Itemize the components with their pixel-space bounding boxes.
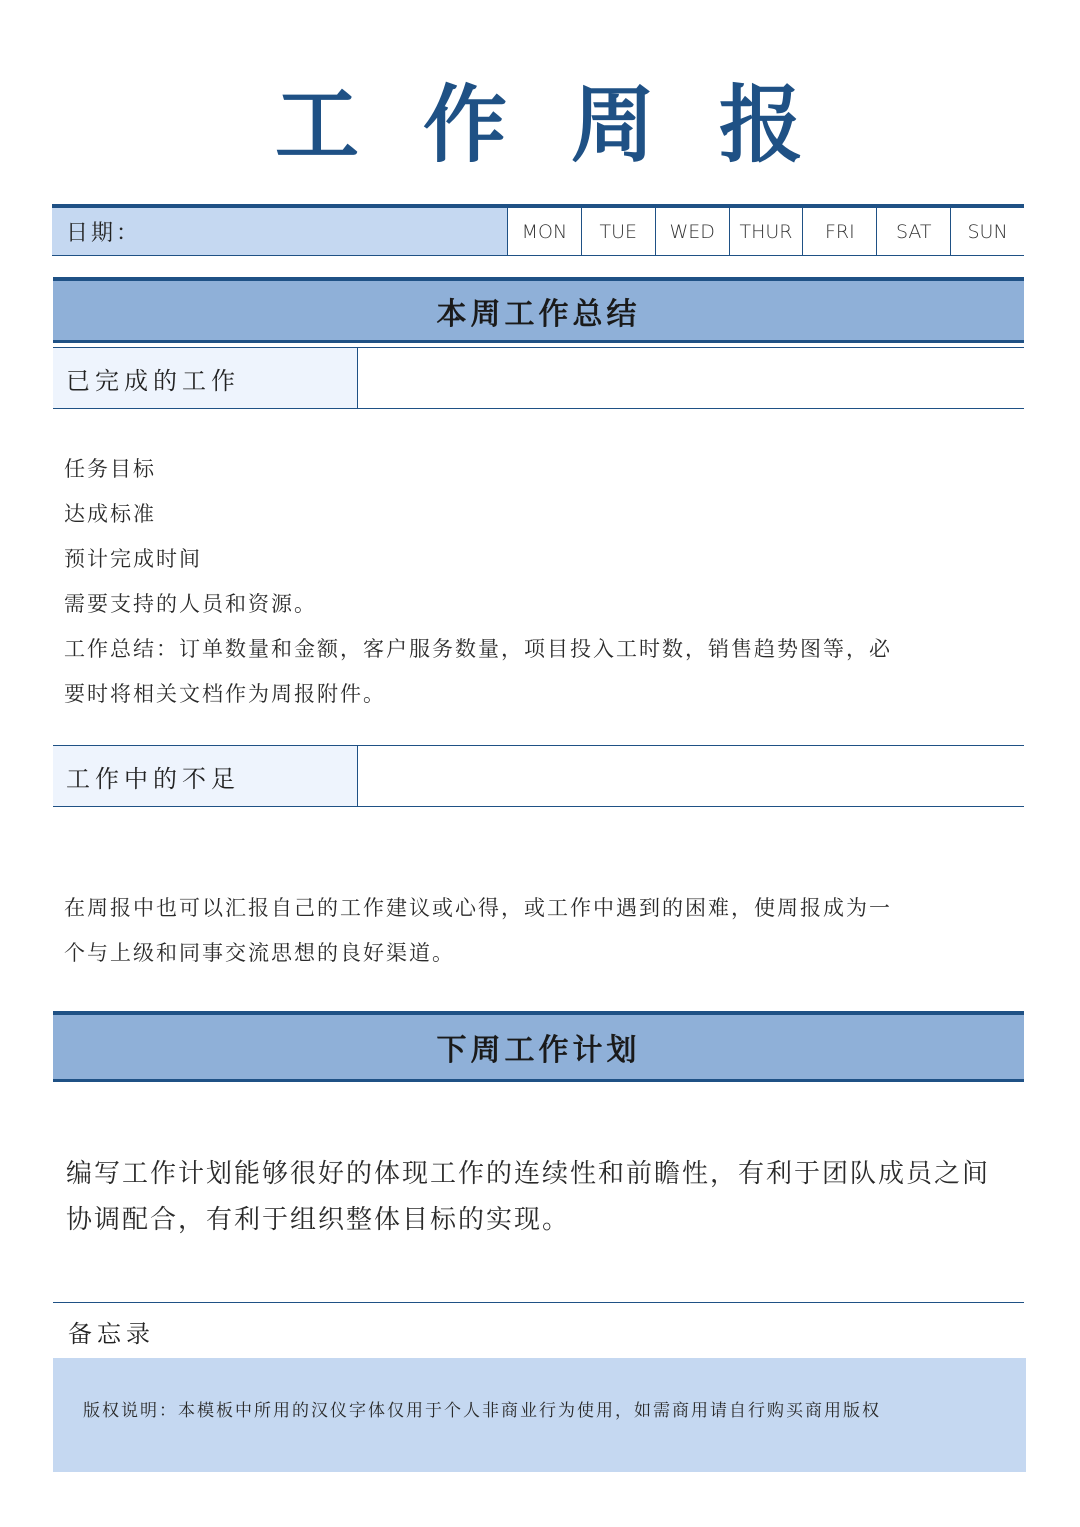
completed-work-field[interactable] <box>358 348 1024 408</box>
day-tue[interactable]: TUE <box>581 208 655 255</box>
day-sun[interactable]: SUN <box>950 208 1024 255</box>
title-char: 报 <box>719 76 806 174</box>
page-title <box>0 58 1080 179</box>
shortcomings-field[interactable] <box>358 746 1024 806</box>
task-goal-line: 任务目标 <box>64 457 156 481</box>
summary-line-1: 工作总结：订单数量和金额，客户服务数量，项目投入工时数，销售趋势图等，必 <box>64 637 892 661</box>
memo-divider <box>53 1302 1024 1303</box>
day-sat[interactable]: SAT <box>876 208 950 255</box>
title-char: 作 <box>422 76 509 174</box>
shortcomings-line-1: 在周报中也可以汇报自己的工作建议或心得，或工作中遇到的困难，使周报成为一 <box>64 896 892 920</box>
shortcomings-row <box>53 745 1024 807</box>
day-wed[interactable]: WED <box>655 208 729 255</box>
shortcomings-line-2: 个与上级和同事交流思想的良好渠道。 <box>64 941 455 965</box>
completed-work-row <box>53 347 1024 409</box>
day-mon[interactable]: MON <box>507 208 581 255</box>
shortcomings-label: 工作中的不足 <box>53 746 358 806</box>
plan-line-2: 协调配合，有利于组织整体目标的实现。 <box>66 1205 571 1235</box>
completed-work-content <box>64 447 994 717</box>
summary-heading: 本周工作总结 <box>53 277 1024 343</box>
completed-work-label: 已完成的工作 <box>53 348 358 408</box>
memo-label: 备忘录 <box>68 1320 155 1348</box>
plan-line-1: 编写工作计划能够很好的体现工作的连续性和前瞻性，有利于团队成员之间 <box>66 1159 991 1189</box>
standard-line: 达成标准 <box>64 502 156 526</box>
day-thur[interactable]: THUR <box>729 208 803 255</box>
shortcomings-content <box>64 886 994 976</box>
time-line: 预计完成时间 <box>64 547 202 571</box>
plan-content <box>66 1151 1026 1243</box>
copyright-notice: 版权说明：本模板中所用的汉仪字体仅用于个人非商业行为使用，如需商用请自行购买商用版权 <box>83 1401 881 1421</box>
resources-line: 需要支持的人员和资源。 <box>64 592 317 616</box>
title-char: 周 <box>571 76 658 174</box>
summary-line-2: 要时将相关文档作为周报附件。 <box>64 682 386 706</box>
date-row <box>52 204 1024 256</box>
title-char: 工 <box>274 76 361 174</box>
day-fri[interactable]: FRI <box>802 208 876 255</box>
date-label[interactable]: 日期： <box>52 208 507 255</box>
plan-heading: 下周工作计划 <box>53 1011 1024 1082</box>
